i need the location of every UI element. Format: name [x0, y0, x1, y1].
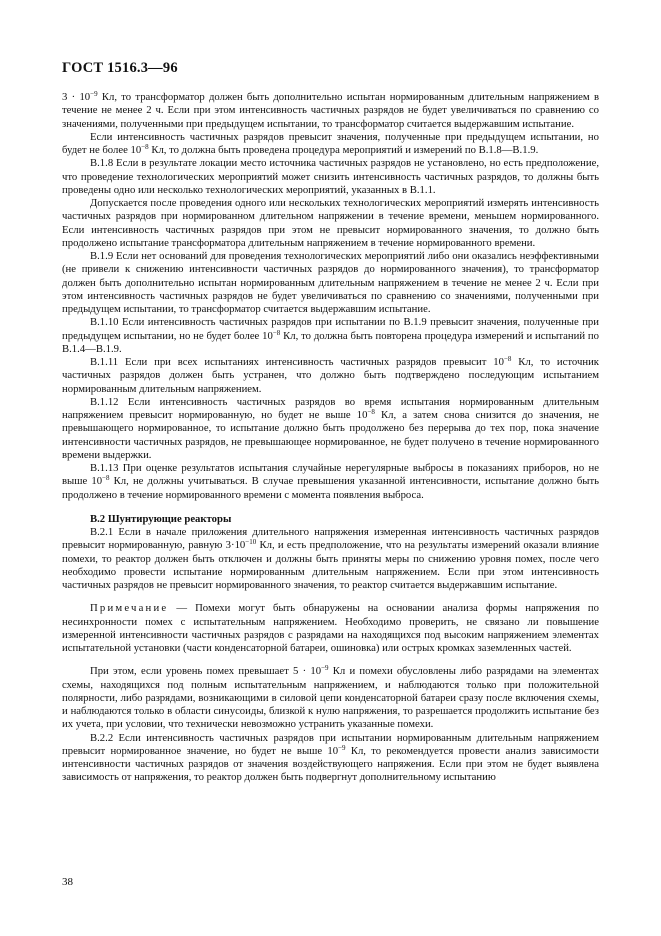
- note: Примечание — Помехи могут быть обнаружены на основании анализа формы напряжения по несинхронности помех с испытательным напряжением. Необходимо проверить, не связано ли повышение измеренной интенсивности частичных разрядов с разрядами на находящихся под высоким напряжением элементах испытательной установки (части конденсаторной батареи, ошиновка) или острых кромках заземленных частей.: [62, 602, 599, 654]
- paragraph-b-1-13: В.1.13 При оценке результатов испытания случайные нерегулярные выбросы в показаниях приборов, но не выше $10^{-8}$ Кл, не должны учитываться. В случае превышения указанной интенсивности, испытание должно быть продолжено в течение нормированного времени с момента появления выброса.: [62, 462, 599, 501]
- paragraph-b-1-9: В.1.9 Если нет оснований для проведения технологических мероприятий либо они оказались неэффективными (не привели к снижению интенсивности частичных разрядов до нормированного значения), то трансформатор должен быть дополнительно испытан нормированным длительным напряжением в течение не менее 2 ч. Если при этом интенсивность частичных разрядов не будет увеличиваться по сравнению со значениями, полученными при предыдущем испытании, то трансформатор считается выдержавшим испытание.: [62, 250, 599, 315]
- paragraph: Если интенсивность частичных разрядов превысит значения, полученные при предыдущем испытании, но будет не более $10^{-8}$ Кл, то должна быть проведена процедура мероприятий и измерений по В.1.8—В.1.9.: [62, 130, 599, 156]
- body-text: [62, 91, 599, 785]
- page-header-title: ГОСТ 1516.3—96: [62, 60, 178, 76]
- paragraph-b-1-11: В.1.11 Если при всех испытаниях интенсивность частичных разрядов превысит $10^{-8}$ Кл, то источник частичных разрядов должен быть устранен, что должно быть подтверждено последующим испытанием нормированным длительным напряжением.: [62, 355, 599, 395]
- page-number: 38: [62, 876, 73, 888]
- paragraph-b-2-2: В.2.2 Если интенсивность частичных разрядов при испытании нормированным длительным напряжением превысит нормированное значение, но будет не выше $10^{-9}$ Кл, то рекомендуется провести анализ зависимости интенсивности частичных разрядов от значения воздействующего напряжения. Если при этом не будет выявлена зависимость от напряжения, то реактор должен быть подвергнут дополнительному испытанию: [62, 731, 599, 784]
- paragraph-b-1-8: В.1.8 Если в результате локации место источника частичных разрядов не установлено, но есть предположение, что проведение технологических мероприятий может снизить интенсивность частичных разрядов, то должны быть проведены одно или несколько технологических мероприятий, указанных в В.1.1.: [62, 157, 599, 196]
- section-title: В.2 Шунтирующие реакторы: [90, 512, 232, 525]
- paragraph-b-1-12: В.1.12 Если интенсивность частичных разрядов во время испытания нормированным длительным напряжением превысит нормированную, но будет не выше $10^{-8}$ Кл, а затем снова снизится до значения, не превышающего нормированное, то испытание должно быть продолжено без перерыва до тех пор, пока значение интенсивности частичных разрядов, не превышающее нормированное, не будет получено в течение нормированного времени выдержки.: [62, 395, 599, 461]
- paragraph: При этом, если уровень помех превышает $5 \cdot 10^{-9}$ Кл и помехи обусловлены либо разрядами на элементах схемы, находящихся под полным испытательным напряжением, и наблюдаются только при положительной полярности, либо разрядами, возникающими в силовой цепи конденсаторной батареи сразу после включения схемы, и наблюдаются только в области синусоиды, близкой к нулю напряжения, то разрешается продолжить испытание без их учета, при условии, что технически невозможно устранить указанные помехи.: [62, 664, 599, 731]
- note-label: Примечание: [90, 602, 169, 615]
- paragraph: $3 \cdot 10^{-9}$ Кл, то трансформатор должен быть дополнительно испытан нормированным длительным напряжением в течение не менее 2 ч. Если при этом интенсивность частичных разрядов не будет увеличиваться по сравнению со значениями, полученными при предыдущем испытании, то трансформатор считается выдержавшим испытание.: [62, 90, 600, 130]
- paragraph-b-2-1: В.2.1 Если в начале приложения длительного напряжения измеренная интенсивность частичных разрядов превысит нормированную, равную $3\cdot 10^{-10}$ Кл, и есть предположение, что на результаты измерений оказали влияние помехи, то реактор должен быть отключен и должны быть приняты меры по снижению уровня помех, после чего необходимо провести испытание нормированным длительным напряжением. Если при этом интенсивность частичных разрядов не превысит нормированного значения, то реактор считается выдержавшим испытание.: [62, 526, 599, 591]
- paragraph: Допускается после проведения одного или нескольких технологических мероприятий измерять интенсивность частичных разрядов при нормированном длительном напряжении в течение времени, меньшем нормированного. Если интенсивность частичных разрядов при этом не превысит нормированного значения, то должно быть продолжено испытание трансформатора длительным напряжением в течение нормированного времени.: [62, 197, 599, 249]
- paragraph-b-1-10: В.1.10 Если интенсивность частичных разрядов при испытании по В.1.9 превысит значения, полученные при предыдущем испытании, но не будет более $10^{-8}$ Кл, то должна быть повторена процедура измерений и испытаний по В.1.4—В.1.9.: [62, 316, 599, 355]
